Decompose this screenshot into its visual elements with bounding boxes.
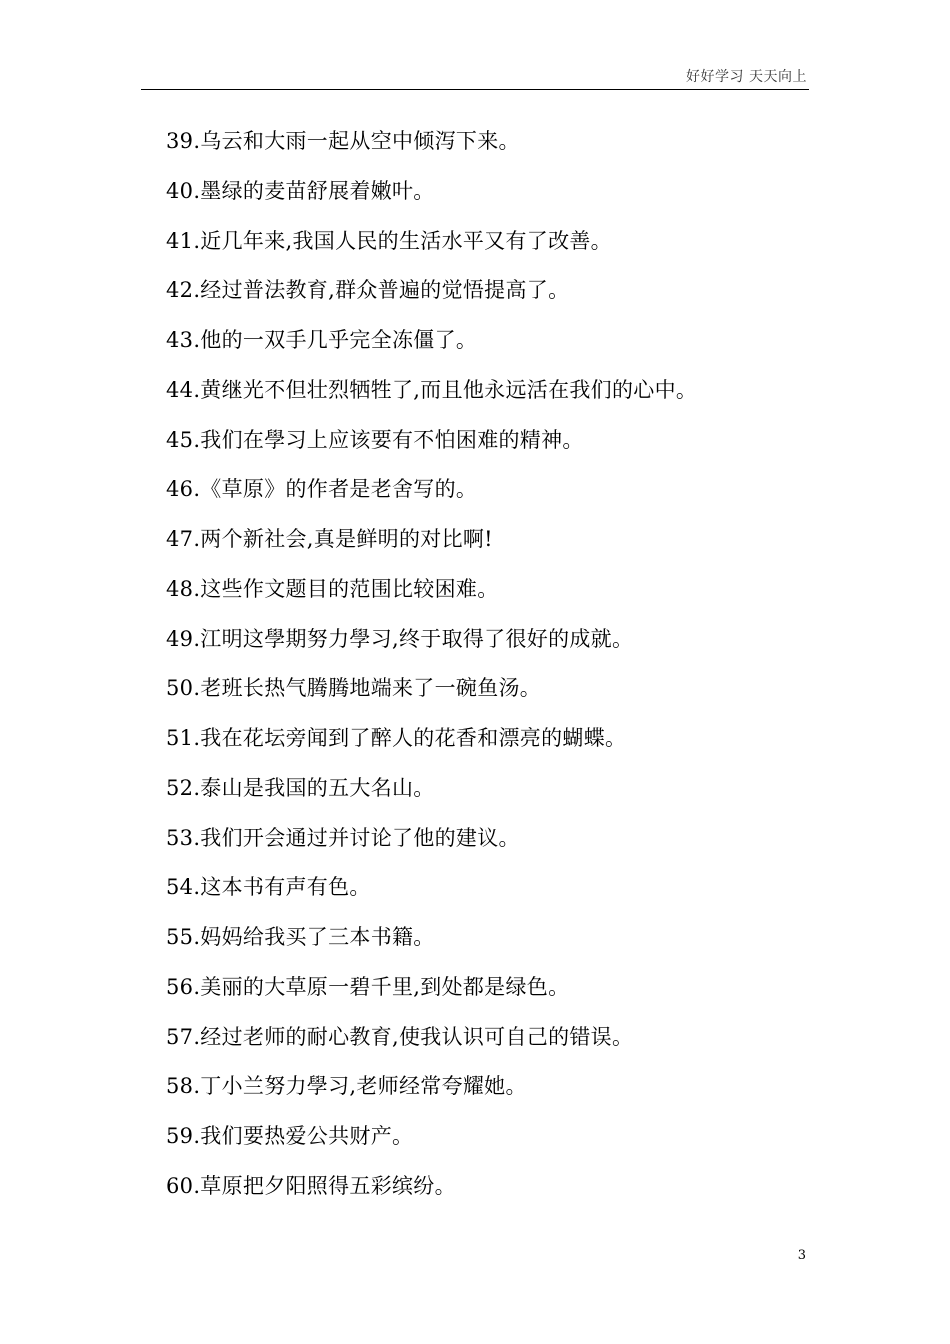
list-item: 57.经过老师的耐心教育,使我认识可自己的错误。 — [166, 1024, 634, 1049]
list-item: 59.我们要热爱公共财产。 — [166, 1124, 414, 1148]
list-item: 49.江明这學期努力學习,终于取得了很好的成就。 — [166, 626, 634, 651]
page-number: 3 — [797, 1248, 806, 1263]
list-item: 52.泰山是我国的五大名山。 — [166, 775, 435, 800]
list-item: 43.他的一双手几乎完全冻僵了。 — [166, 328, 478, 352]
list-item: 48.这些作文题目的范围比较困难。 — [166, 576, 499, 601]
list-item: 46.《草原》的作者是老舍写的。 — [166, 477, 478, 502]
list-item: 56.美丽的大草原一碧千里,到处都是绿色。 — [166, 974, 570, 999]
header-divider — [141, 89, 809, 90]
list-item: 55.妈妈给我买了三本书籍。 — [166, 925, 435, 949]
list-item: 53.我们开会通过并讨论了他的建议。 — [166, 825, 520, 850]
list-item: 42.经过普法教育,群众普遍的觉悟提高了。 — [166, 278, 570, 303]
running-header: 好好学习 天天向上 — [686, 69, 807, 85]
list-item: 54.这本书有声有色。 — [166, 875, 371, 900]
list-item: 58.丁小兰努力學习,老师经常夸耀她。 — [166, 1074, 527, 1099]
list-item: 51.我在花坛旁闻到了醉人的花香和漂亮的蝴蝶。 — [166, 726, 627, 750]
list-item: 50.老班长热气腾腾地端来了一碗鱼汤。 — [166, 676, 542, 701]
list-item: 47.两个新社会,真是鲜明的对比啊! — [166, 527, 493, 551]
list-item: 44.黄继光不但壮烈牺牲了,而且他永远活在我们的心中。 — [166, 377, 698, 402]
list-item: 40.墨绿的麦苗舒展着嫩叶。 — [166, 178, 435, 203]
list-item: 60.草原把夕阳照得五彩缤纷。 — [166, 1173, 456, 1198]
list-item: 41.近几年来,我国人民的生活水平又有了改善。 — [166, 228, 612, 253]
list-item: 45.我们在學习上应该要有不怕困难的精神。 — [166, 427, 584, 452]
list-item: 39.乌云和大雨一起从空中倾泻下来。 — [166, 129, 520, 153]
sentence-list — [166, 124, 697, 1219]
